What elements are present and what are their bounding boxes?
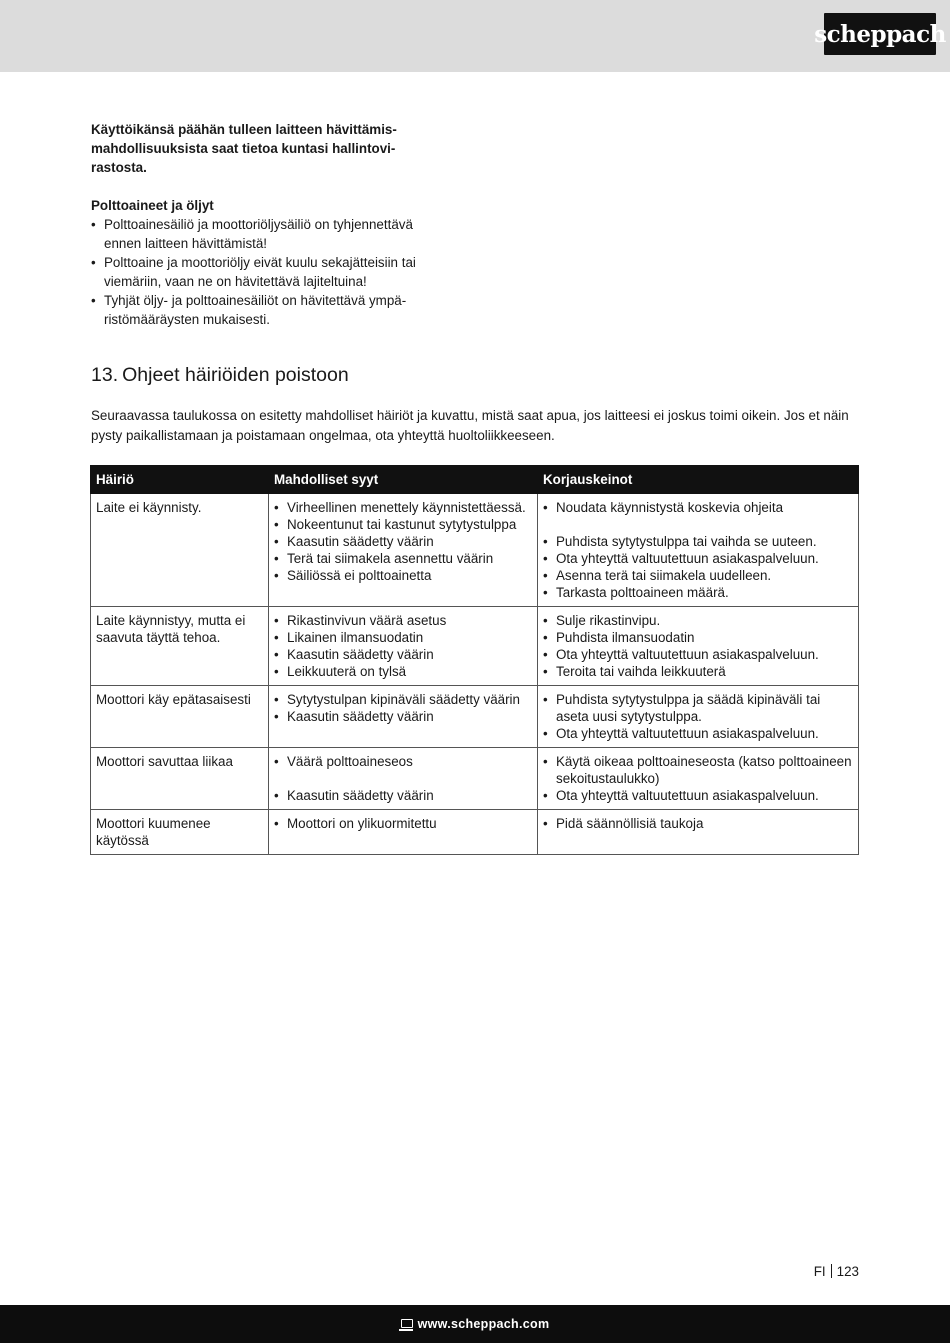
causes-cell [269, 810, 538, 855]
list-item: • Puhdista ilmansuodatin [543, 629, 853, 646]
list-item: • Terä tai siimakela asennettu väärin [274, 550, 532, 567]
list-item: • Väärä polttoaineseos [274, 753, 532, 770]
list-item: • Kaasutin säädetty väärin [274, 787, 532, 804]
scheppach-logo: scheppach [824, 13, 936, 55]
list-item: • Rikastinvivun väärä asetus [274, 612, 532, 629]
remedies-cell [538, 748, 859, 810]
fault-cell: Moottori kuumenee käytössä [91, 810, 269, 855]
list-item: • Polttoainesäiliö ja moottoriöljysäiliö on tyhjennettävä ennen laitteen hävittämistä! [91, 215, 431, 253]
page-header [0, 0, 950, 72]
list-item: • Puhdista sytytystulppa ja säädä kipinäväli tai aseta uusi sytytystulppa. [543, 691, 853, 725]
page-number-divider [831, 1264, 832, 1278]
table-row [91, 607, 859, 686]
table-row [91, 810, 859, 855]
page-number-value: 123 [836, 1264, 859, 1279]
section-lead: Seuraavassa taulukossa on esitetty mahdolliset häiriöt ja kuvattu, mistä saat apua, jos laitteesi ei joskus toimi oikein. Jos et näin pysty paikallistamaan ja poistamaan ongelmaa, ota yhteyttä huoltoliikkeeseen. [91, 408, 849, 443]
list-item: • Tyhjät öljy- ja polttoainesäiliöt on hävitettävä ympäristömääräysten mukaisesti. [91, 291, 431, 329]
table-row [91, 686, 859, 748]
list-item: • Polttoaine ja moottoriöljy eivät kuulu sekajätteisiin tai viemäriin, vaan ne on hävitettävä lajiteltuina! [91, 253, 431, 291]
list-item: • Ota yhteyttä valtuutettuun asiakaspalveluun. [543, 646, 853, 663]
list-item: • Pidä säännöllisiä taukoja [543, 815, 853, 832]
fault-cell: Laite ei käynnisty. [91, 494, 269, 607]
fault-cell: Moottori savuttaa liikaa [91, 748, 269, 810]
remedies-cell [538, 810, 859, 855]
list-item: • Käytä oikeaa polttoaineseosta (katso polttoaineen sekoitustaulukko) [543, 753, 853, 787]
list-item: • Tarkasta polttoaineen määrä. [543, 584, 853, 601]
list-item: • Likainen ilmansuodatin [274, 629, 532, 646]
disposal-section [91, 120, 431, 329]
causes-cell [269, 494, 538, 607]
list-item: • Asenna terä tai siimakela uudelleen. [543, 567, 853, 584]
list-item: • Kaasutin säädetty väärin [274, 533, 532, 550]
list-item: • Sytytystulpan kipinäväli säädetty väärin [274, 691, 532, 708]
page-language: FI [813, 1264, 826, 1279]
section-title [91, 364, 349, 387]
list-item: • Teroita tai vaihda leikkuuterä [543, 663, 853, 680]
page-number [814, 1264, 859, 1279]
list-item: • Moottori on ylikuormitettu [274, 815, 532, 832]
list-item: • Ota yhteyttä valtuutettuun asiakaspalveluun. [543, 787, 853, 804]
remedies-cell [538, 607, 859, 686]
table-row [91, 748, 859, 810]
list-item: • Nokeentunut tai kastunut sytytystulppa [274, 516, 532, 533]
table-header-row [91, 466, 859, 494]
list-item: • Säiliössä ei polttoainetta [274, 567, 532, 584]
list-item: • Puhdista sytytystulppa tai vaihda se uuteen. [543, 533, 853, 550]
causes-cell [269, 686, 538, 748]
list-item: • Virheellinen menettely käynnistettäessä. [274, 499, 532, 516]
disposal-note: Käyttöikänsä päähän tulleen laitteen hävittämismahdollisuuksista saat tietoa kuntasi hallintovirastosta. [91, 122, 397, 175]
list-item: • Leikkuuterä on tylsä [274, 663, 532, 680]
list-item: • Ota yhteyttä valtuutettuun asiakaspalveluun. [543, 725, 853, 742]
computer-icon [401, 1319, 413, 1328]
list-item: • Sulje rikastinvipu. [543, 612, 853, 629]
list-item: • Kaasutin säädetty väärin [274, 646, 532, 663]
header-fault: Häiriö [91, 466, 269, 494]
list-item: • Noudata käynnistystä koskevia ohjeita [543, 499, 853, 516]
header-causes: Mahdolliset syyt [269, 466, 538, 494]
header-remedies: Korjauskeinot [538, 466, 859, 494]
table-row [91, 494, 859, 607]
fault-cell: Moottori käy epätasaisesti [91, 686, 269, 748]
remedies-cell [538, 494, 859, 607]
list-item: • Ota yhteyttä valtuutettuun asiakaspalveluun. [543, 550, 853, 567]
causes-cell [269, 748, 538, 810]
page-footer [0, 1305, 950, 1343]
fuels-heading: Polttoaineet ja öljyt [91, 198, 214, 213]
list-item: • Kaasutin säädetty väärin [274, 708, 532, 725]
troubleshooting-table [90, 465, 859, 855]
fault-cell: Laite käynnistyy, mutta ei saavuta täyttä tehoa. [91, 607, 269, 686]
fuels-list [91, 215, 431, 329]
causes-cell [269, 607, 538, 686]
remedies-cell [538, 686, 859, 748]
website-link[interactable]: www.scheppach.com [417, 1317, 550, 1331]
section-title-text: Ohjeet häiriöiden poistoon [122, 364, 349, 386]
section-number: 13. [91, 364, 119, 386]
